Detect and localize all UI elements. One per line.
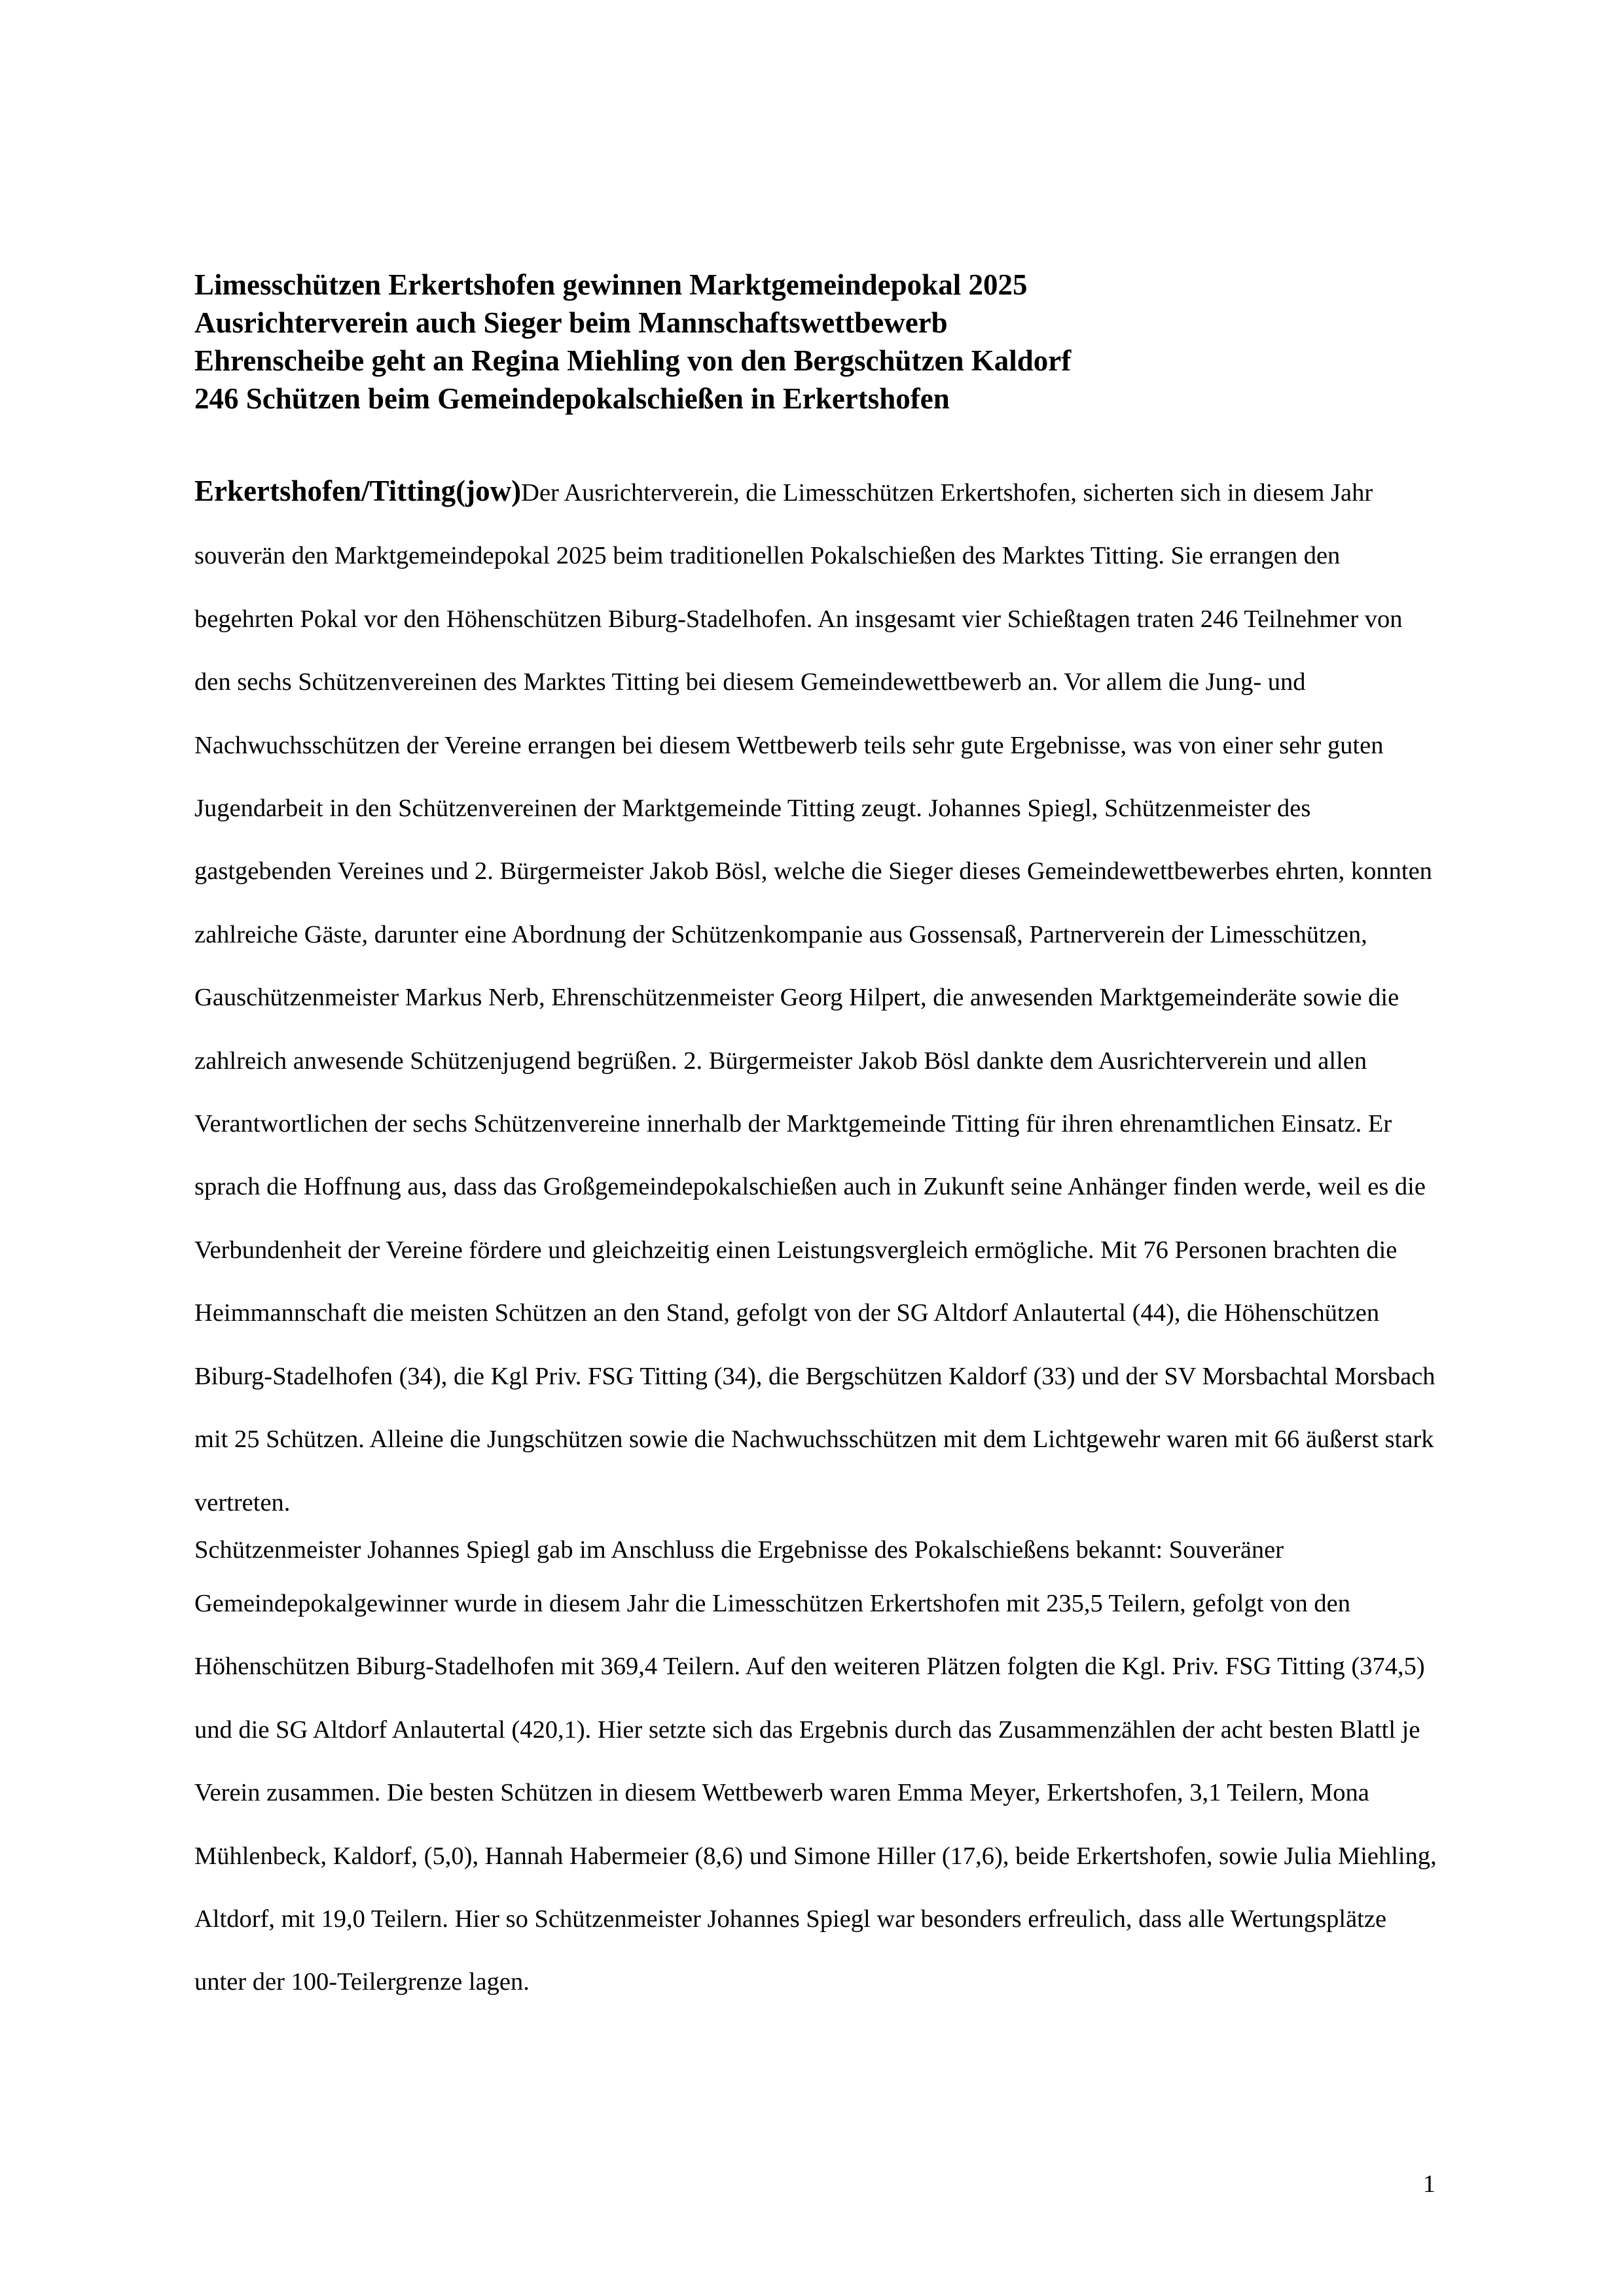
headline-block [194, 266, 1438, 418]
headline-sub-2: Ehrenscheibe geht an Regina Miehling von den Bergschützen Kaldorf [194, 344, 1072, 377]
article-dateline: Erkertshofen/Titting(jow) [194, 475, 522, 507]
article-paragraph-1-text: Der Ausrichterverein, die Limesschützen Erkertshofen, sicherten sich in diesem Jahr souverän den Marktgemeindepokal 2025 beim traditionellen Pokalschießen des Marktes Titting. Sie errangen den begehrten Pokal vor den Höhenschützen Biburg-Stadelhofen. An insgesamt vier Schießtagen traten 246 Teilnehmer von den sechs Schützenvereinen des Marktes Titting bei diesem Gemeindewettbewerb an. Vor allem die Jung- und Nachwuchsschützen der Vereine errangen bei diesem Wettbewerb teils sehr gute Ergebnisse, was von einer sehr guten Jugendarbeit in den Schützenvereinen der Marktgemeinde Titting zeugt. Johannes Spiegl, Schützenmeister des gastgebenden Vereines und 2. Bürgermeister Jakob Bösl, welche die Sieger dieses Gemeindewettbewerbes ehrten, konnten zahlreiche Gäste, darunter eine Abordnung der Schützenkompanie aus Gossensaß, Partnerverein der Limesschützen, Gauschützenmeister Markus Nerb, Ehrenschützenmeister Georg Hilpert, die anwesenden Marktgemeinderäte sowie die zahlreich anwesende Schützenjugend begrüßen. 2. Bürgermeister Jakob Bösl dankte dem Ausrichterverein und allen Verantwortlichen der sechs Schützenvereine innerhalb der Marktgemeinde Titting für ihren ehrenamtlichen Einsatz. Er sprach die Hoffnung aus, dass das Großgemeindepokalschießen auch in Zukunft seine Anhänger finden werde, weil es die Verbundenheit der Vereine fördere und gleichzeitig einen Leistungsvergleich ermögliche. Mit 76 Personen brachten die Heimmannschaft die meisten Schützen an den Stand, gefolgt von der SG Altdorf Anlautertal (44), die Höhenschützen Biburg-Stadelhofen (34), die Kgl Priv. FSG Titting (34), die Bergschützen Kaldorf (33) und der SV Morsbachtal Morsbach mit 25 Schützen. Alleine die Jungschützen sowie die Nachwuchsschützen mit dem Lichtgewehr waren mit 66 äußerst stark vertreten. [194, 479, 1435, 1516]
headline-main: Limesschützen Erkertshofen gewinnen Marktgemeindepokal 2025 [194, 268, 1028, 301]
headline-sub-1: Ausrichterverein auch Sieger beim Mannschaftswettbewerb [194, 306, 948, 339]
article-paragraph-2-text: Gemeindepokalgewinner wurde in diesem Jahr die Limesschützen Erkertshofen mit 235,5 Teilern, gefolgt von den Höhenschützen Biburg-Stadelhofen mit 369,4 Teilern. Auf den weiteren Plätzen folgten die Kgl. Priv. FSG Titting (374,5) und die SG Altdorf Anlautertal (420,1). Hier setzte sich das Ergebnis durch das Zusammenzählen der acht besten Blattl je Verein zusammen. Die besten Schützen in diesem Wettbewerb waren Emma Meyer, Erkertshofen, 3,1 Teilern, Mona Mühlenbeck, Kaldorf, (5,0), Hannah Habermeier (8,6) und Simone Hiller (17,6), beide Erkertshofen, sowie Julia Miehling, Altdorf, mit 19,0 Teilern. Hier so Schützenmeister Johannes Spiegl war besonders erfreulich, dass alle Wertungsplätze unter der 100-Teilergrenze lagen. [194, 1589, 1437, 1996]
headline-sub-3: 246 Schützen beim Gemeindepokalschießen in Erkertshofen [194, 382, 950, 415]
article-body [194, 459, 1438, 2014]
article-paragraph-2 [194, 1528, 1438, 2014]
article-paragraph-1 [194, 459, 1438, 1534]
page-number: 1 [1422, 2170, 1435, 2198]
article-paragraph-2-first-line: Schützenmeister Johannes Spiegl gab im Anschluss die Ergebnisse des Pokalschießens bekannt: Souveräner [194, 1535, 1284, 1564]
